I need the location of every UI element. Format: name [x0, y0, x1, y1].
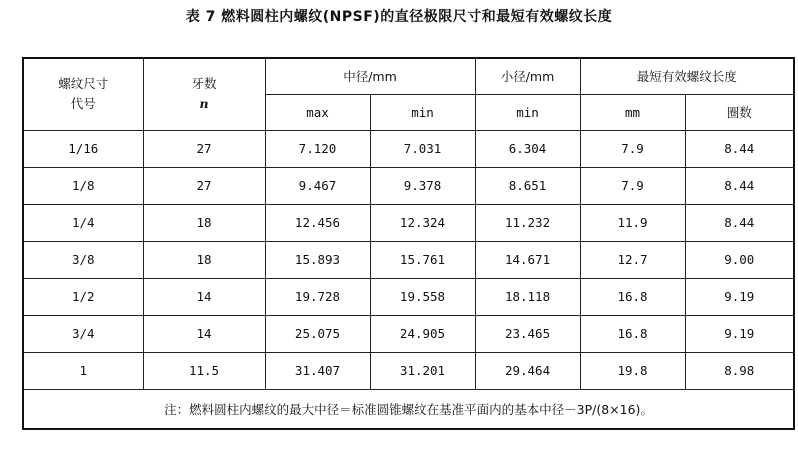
- header-thread-code-line2: 代号: [70, 96, 96, 112]
- cell-code: 1/2: [23, 278, 143, 315]
- cell-turns: 8.98: [685, 352, 794, 389]
- cell-length-mm: 16.8: [580, 278, 685, 315]
- table-row: [23, 352, 794, 389]
- cell-turns: 9.19: [685, 278, 794, 315]
- cell-pitch-min: 12.324: [370, 204, 475, 241]
- cell-minor-min: 11.232: [475, 204, 580, 241]
- header-teeth: [143, 58, 265, 130]
- cell-minor-min: 29.464: [475, 352, 580, 389]
- table-row: [23, 167, 794, 204]
- table-row: [23, 278, 794, 315]
- cell-teeth: 27: [143, 167, 265, 204]
- cell-pitch-max: 9.467: [265, 167, 370, 204]
- cell-teeth: 14: [143, 315, 265, 352]
- cell-code: 1/16: [23, 130, 143, 167]
- table-row: [23, 315, 794, 352]
- header-pitch-max: max: [265, 94, 370, 130]
- cell-minor-min: 8.651: [475, 167, 580, 204]
- cell-pitch-min: 15.761: [370, 241, 475, 278]
- cell-pitch-max: 7.120: [265, 130, 370, 167]
- cell-pitch-max: 12.456: [265, 204, 370, 241]
- cell-pitch-min: 31.201: [370, 352, 475, 389]
- cell-pitch-min: 9.378: [370, 167, 475, 204]
- table-note: 注：燃料圆柱内螺纹的最大中径＝标准圆锥螺纹在基准平面内的基本中径－3P/(8×16)。: [23, 389, 794, 429]
- header-teeth-symbol: n: [199, 96, 209, 112]
- cell-turns: 9.00: [685, 241, 794, 278]
- cell-pitch-max: 31.407: [265, 352, 370, 389]
- cell-pitch-max: 15.893: [265, 241, 370, 278]
- cell-teeth: 14: [143, 278, 265, 315]
- cell-pitch-min: 7.031: [370, 130, 475, 167]
- cell-length-mm: 7.9: [580, 130, 685, 167]
- header-thread-code-line1: 螺纹尺寸: [58, 76, 109, 92]
- cell-code: 3/8: [23, 241, 143, 278]
- header-minor-min: min: [475, 94, 580, 130]
- thread-dimension-table: [22, 57, 795, 430]
- table-row: [23, 130, 794, 167]
- cell-pitch-min: 24.905: [370, 315, 475, 352]
- header-length-turns: 圈数: [685, 94, 794, 130]
- cell-turns: 9.19: [685, 315, 794, 352]
- cell-length-mm: 7.9: [580, 167, 685, 204]
- cell-turns: 8.44: [685, 130, 794, 167]
- cell-pitch-min: 19.558: [370, 278, 475, 315]
- cell-minor-min: 14.671: [475, 241, 580, 278]
- header-thread-code: [23, 58, 143, 130]
- header-pitch-min: min: [370, 94, 475, 130]
- cell-pitch-max: 25.075: [265, 315, 370, 352]
- table-title: 表 7 燃料圆柱内螺纹(NPSF)的直径极限尺寸和最短有效螺纹长度: [185, 9, 613, 25]
- cell-length-mm: 12.7: [580, 241, 685, 278]
- cell-teeth: 11.5: [143, 352, 265, 389]
- cell-teeth: 18: [143, 204, 265, 241]
- cell-minor-min: 6.304: [475, 130, 580, 167]
- cell-length-mm: 16.8: [580, 315, 685, 352]
- cell-minor-min: 23.465: [475, 315, 580, 352]
- cell-code: 3/4: [23, 315, 143, 352]
- cell-length-mm: 19.8: [580, 352, 685, 389]
- cell-length-mm: 11.9: [580, 204, 685, 241]
- cell-code: 1/8: [23, 167, 143, 204]
- cell-turns: 8.44: [685, 204, 794, 241]
- cell-teeth: 18: [143, 241, 265, 278]
- header-length-mm: mm: [580, 94, 685, 130]
- header-teeth-label: 牙数: [191, 76, 217, 92]
- table-row: [23, 204, 794, 241]
- cell-pitch-max: 19.728: [265, 278, 370, 315]
- header-pitch-diameter: 中径/mm: [265, 58, 475, 94]
- cell-code: 1/4: [23, 204, 143, 241]
- header-min-thread-length: 最短有效螺纹长度: [580, 58, 794, 94]
- cell-minor-min: 18.118: [475, 278, 580, 315]
- header-minor-diameter: 小径/mm: [475, 58, 580, 94]
- table-row: [23, 241, 794, 278]
- cell-teeth: 27: [143, 130, 265, 167]
- cell-code: 1: [23, 352, 143, 389]
- cell-turns: 8.44: [685, 167, 794, 204]
